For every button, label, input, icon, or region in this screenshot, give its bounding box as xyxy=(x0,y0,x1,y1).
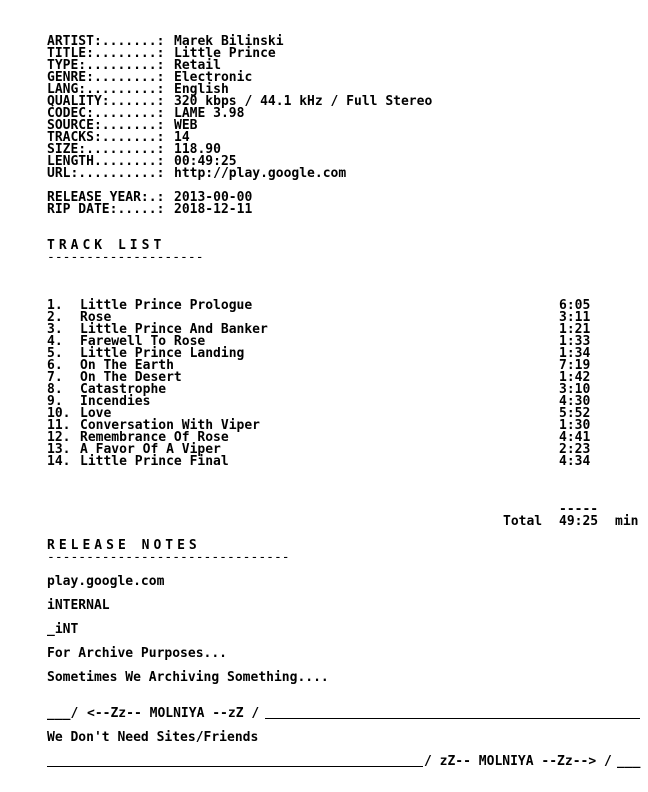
release-note-line: Sometimes We Archiving Something.... xyxy=(47,670,329,685)
info-value: Little Prince xyxy=(174,46,276,61)
track-number: 1. xyxy=(47,298,63,313)
info-label: CODEC:........: xyxy=(47,106,165,121)
track-duration: 3:10 xyxy=(559,382,591,397)
info-label: LANG:.........: xyxy=(47,82,165,97)
track-row xyxy=(47,396,641,408)
info-value: Retail xyxy=(174,58,221,73)
track-number: 9. xyxy=(47,394,63,409)
track-number: 14. xyxy=(47,454,71,469)
track-title: Rose xyxy=(80,310,112,325)
separator-top-rule xyxy=(265,718,640,719)
track-duration: 6:05 xyxy=(559,298,591,313)
tagline: We Don't Need Sites/Friends xyxy=(47,730,259,745)
release-note-line: play.google.com xyxy=(47,574,165,589)
track-duration: 4:30 xyxy=(559,394,591,409)
separator-bottom-tail: ___ xyxy=(617,754,641,769)
release-note-line: iNTERNAL xyxy=(47,598,110,613)
track-duration: 4:34 xyxy=(559,454,591,469)
track-number: 2. xyxy=(47,310,63,325)
info-value: http://play.google.com xyxy=(174,166,347,181)
track-duration: 3:11 xyxy=(559,310,591,325)
track-number: 11. xyxy=(47,418,71,433)
info-value: 14 xyxy=(174,130,190,145)
total-label: Total xyxy=(503,514,543,529)
track-duration: 4:41 xyxy=(559,430,591,445)
release-note-line: For Archive Purposes... xyxy=(47,646,228,661)
track-number: 10. xyxy=(47,406,71,421)
track-title: Incendies xyxy=(80,394,151,409)
track-number: 3. xyxy=(47,322,63,337)
info-value: WEB xyxy=(174,118,198,133)
tracklist-heading: TRACK LIST xyxy=(47,238,166,253)
track-row xyxy=(47,300,641,312)
track-duration: 2:23 xyxy=(559,442,591,457)
track-duration: 1:21 xyxy=(559,322,591,337)
info-label: URL:..........: xyxy=(47,166,165,181)
info-row xyxy=(47,168,346,180)
track-duration: 1:33 xyxy=(559,334,591,349)
track-number: 5. xyxy=(47,346,63,361)
info-value: Electronic xyxy=(174,70,253,85)
info-value: 00:49:25 xyxy=(174,154,237,169)
track-number: 6. xyxy=(47,358,63,373)
info-row xyxy=(47,204,252,216)
track-title: Farewell To Rose xyxy=(80,334,206,349)
info-label: RELEASE YEAR:.: xyxy=(47,190,165,205)
info-value: 118.90 xyxy=(174,142,221,157)
track-title: Little Prince And Banker xyxy=(80,322,268,337)
separator-bottom-rule xyxy=(47,766,423,767)
total-value: 49:25 xyxy=(559,514,599,529)
track-title: Catastrophe xyxy=(80,382,167,397)
separator-top-lead: ___/ xyxy=(47,706,79,721)
total-unit: min xyxy=(615,514,639,529)
track-number: 12. xyxy=(47,430,71,445)
info-label: SIZE:.........: xyxy=(47,142,165,157)
info-value: LAME 3.98 xyxy=(174,106,245,121)
track-duration: 7:19 xyxy=(559,358,591,373)
info-value: 2018-12-11 xyxy=(174,202,253,217)
info-label: TITLE:........: xyxy=(47,46,165,61)
release-notes-heading: RELEASE NOTES xyxy=(47,538,201,553)
info-label: GENRE:........: xyxy=(47,70,165,85)
info-label: LENGTH........: xyxy=(47,154,165,169)
info-label: TRACKS:.......: xyxy=(47,130,165,145)
track-title: Remembrance Of Rose xyxy=(80,430,229,445)
track-title: A Favor Of A Viper xyxy=(80,442,221,457)
separator-top-text: <--Zz-- MOLNIYA --zZ / xyxy=(87,706,260,721)
info-value: 320 kbps / 44.1 kHz / Full Stereo xyxy=(174,94,433,109)
track-number: 8. xyxy=(47,382,63,397)
info-label: TYPE:.........: xyxy=(47,58,165,73)
track-title: Conversation With Viper xyxy=(80,418,261,433)
info-label: SOURCE:.......: xyxy=(47,118,165,133)
tracklist-underline: -------------------- xyxy=(47,250,204,265)
track-title: On The Earth xyxy=(80,358,174,373)
release-note-line: _iNT xyxy=(47,622,79,637)
track-duration: 1:42 xyxy=(559,370,591,385)
track-number: 13. xyxy=(47,442,71,457)
track-number: 7. xyxy=(47,370,63,385)
info-label: QUALITY:......: xyxy=(47,94,165,109)
info-label: ARTIST:.......: xyxy=(47,34,165,49)
release-notes-underline: ------------------------------- xyxy=(47,550,290,565)
track-title: On The Desert xyxy=(80,370,182,385)
info-value: Marek Bilinski xyxy=(174,34,284,49)
track-row xyxy=(47,456,641,468)
track-duration: 5:52 xyxy=(559,406,591,421)
track-title: Little Prince Final xyxy=(80,454,229,469)
info-value: 2013-00-00 xyxy=(174,190,253,205)
track-title: Little Prince Landing xyxy=(80,346,245,361)
total-dashes: ----- xyxy=(559,502,599,517)
track-number: 4. xyxy=(47,334,63,349)
info-value: English xyxy=(174,82,229,97)
info-label: RIP DATE:.....: xyxy=(47,202,165,217)
track-title: Love xyxy=(80,406,112,421)
track-duration: 1:34 xyxy=(559,346,591,361)
track-title: Little Prince Prologue xyxy=(80,298,253,313)
track-duration: 1:30 xyxy=(559,418,591,433)
separator-bottom-text: / zZ-- MOLNIYA --Zz--> / xyxy=(424,754,612,769)
